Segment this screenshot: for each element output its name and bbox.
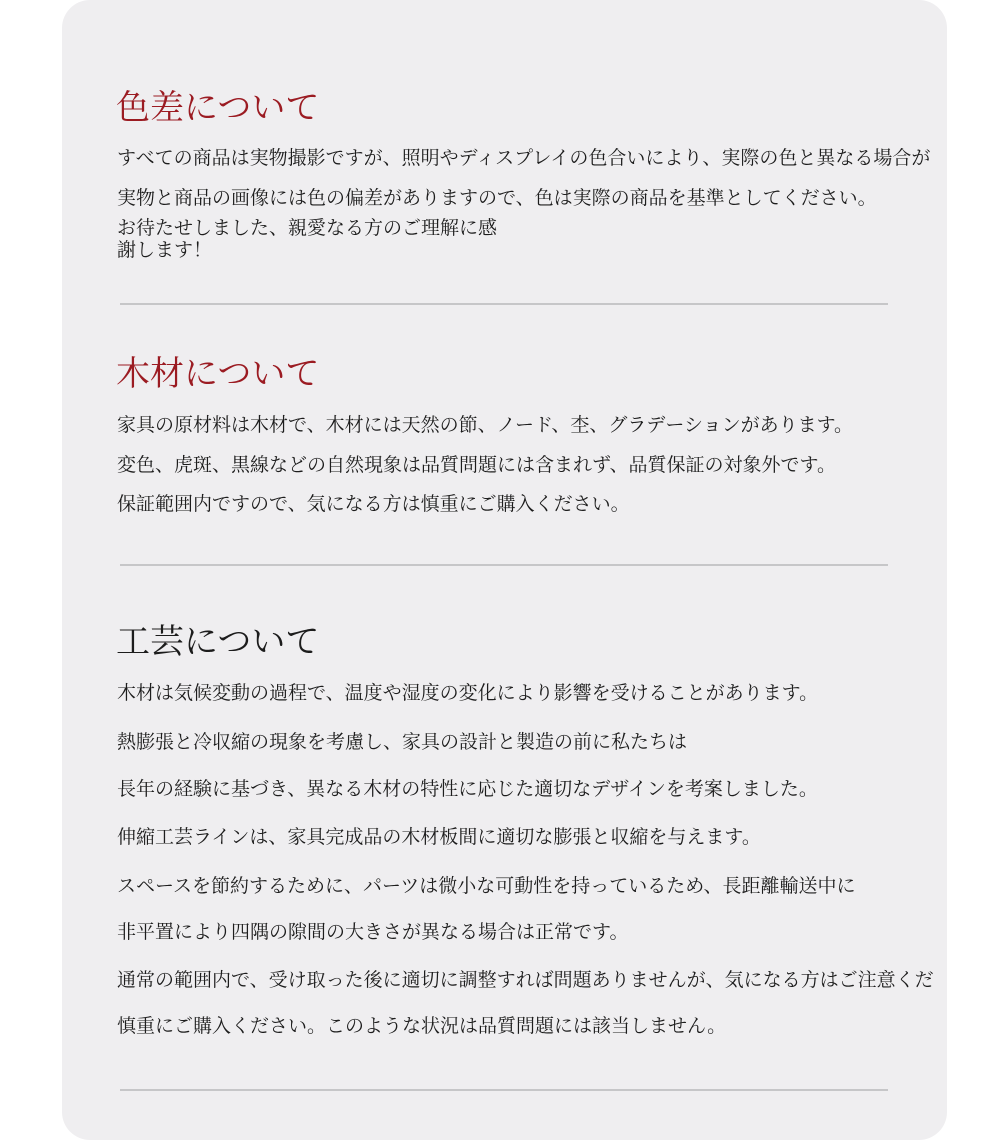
section-line: 慎重にご購入ください。このような状況は品質問題には該当しません。 — [117, 1015, 727, 1037]
section-line: 家具の原材料は木材で、木材には天然の節、ノード、杢、グラデーションがあります。 — [117, 414, 854, 436]
section-divider — [120, 303, 888, 305]
section-line: 保証範囲内ですので、気になる方は慎重にご購入ください。 — [117, 493, 630, 515]
section-title-wood: 木材について — [116, 354, 320, 394]
section-line: すべての商品は実物撮影ですが、照明やディスプレイの色合いにより、実際の色と異なる場合が — [117, 147, 931, 169]
section-line: 長年の経験に基づき、異なる木材の特性に応じた適切なデザインを考案しました。 — [117, 778, 818, 800]
section-divider — [120, 564, 888, 566]
section-line: 通常の範囲内で、受け取った後に適切に調整すれば問題ありませんが、気になる方はご注意くだ — [117, 969, 934, 991]
section-line: 実物と商品の画像には色の偏差がありますので、色は実際の商品を基準としてください。 — [117, 187, 877, 209]
section-line: お待たせしました、親愛なる方のご理解に感 — [117, 217, 498, 239]
section-line: スペースを節約するために、パーツは微小な可動性を持っているため、長距離輸送中に — [117, 875, 856, 897]
section-line: 謝します！ — [117, 239, 213, 261]
section-title-color-difference: 色差について — [116, 88, 320, 128]
section-divider — [120, 1089, 888, 1091]
section-line: 伸縮工芸ラインは、家具完成品の木材板間に適切な膨張と収縮を与えます。 — [117, 826, 761, 848]
section-line: 変色、虎斑、黒線などの自然現象は品質問題には含まれず、品質保証の対象外です。 — [117, 454, 836, 476]
section-line: 木材は気候変動の過程で、温度や湿度の変化により影響を受けることがあります。 — [117, 682, 819, 704]
section-line: 非平置により四隅の隙間の大きさが異なる場合は正常です。 — [117, 921, 629, 943]
section-line: 熱膨張と冷収縮の現象を考慮し、家具の設計と製造の前に私たちは — [117, 731, 688, 753]
section-title-craft: 工芸について — [116, 622, 320, 662]
